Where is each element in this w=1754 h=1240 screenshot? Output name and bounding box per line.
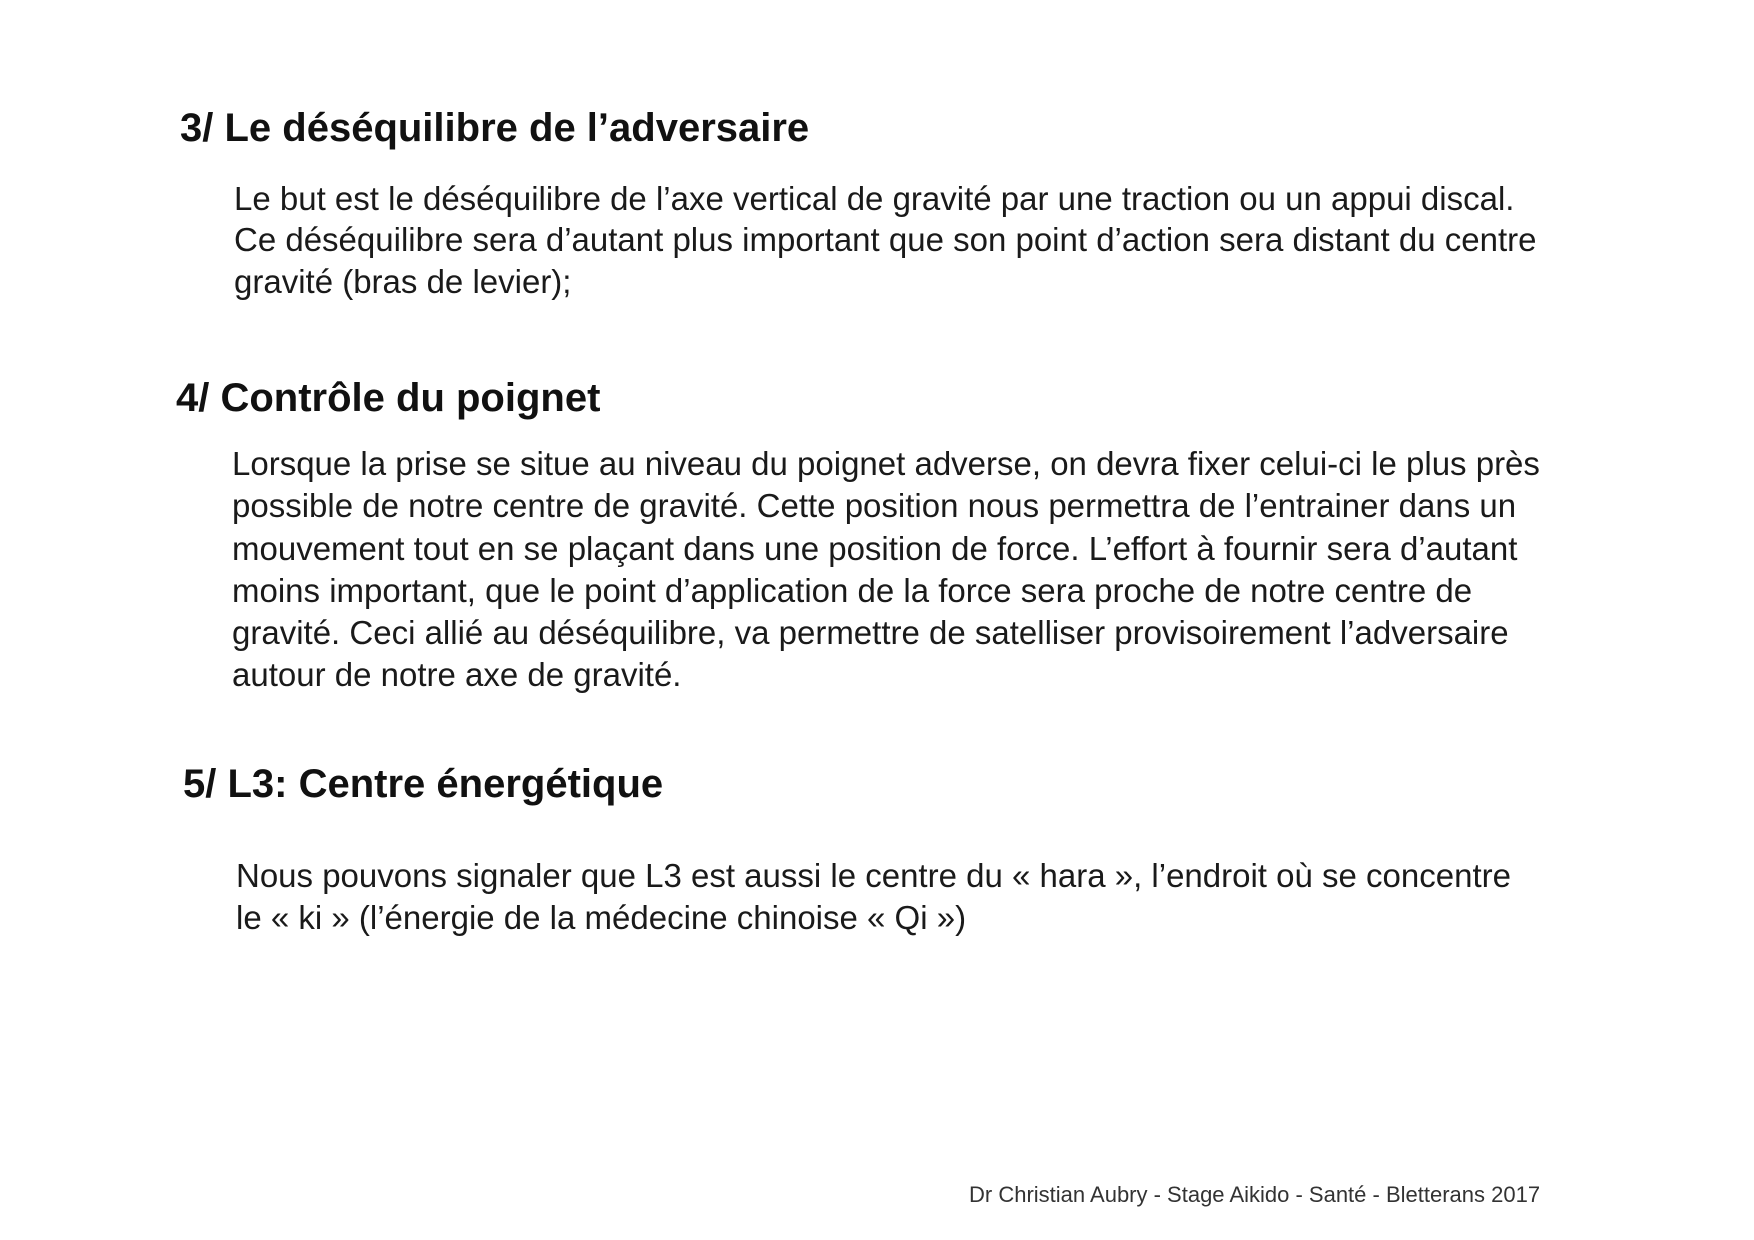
section-4-line-4: moins important, que le point d’application de la force sera proche de notre centre de (232, 572, 1473, 609)
section-5-heading: 5/ L3: Centre énergétique (183, 762, 664, 806)
section-4-line-3: mouvement tout en se plaçant dans une position de force. L’effort à fournir sera d’autant (232, 530, 1518, 567)
page-footer: Dr Christian Aubry - Stage Aikido - Santé - Bletterans 2017 (969, 1182, 1541, 1207)
section-4-heading: 4/ Contrôle du poignet (176, 376, 601, 420)
section-4-line-1: Lorsque la prise se situe au niveau du poignet adverse, on devra fixer celui-ci le plus près (232, 445, 1540, 482)
section-3-heading: 3/ Le déséquilibre de l’adversaire (180, 106, 810, 150)
section-3-line-2: Ce déséquilibre sera d’autant plus important que son point d’action sera distant du centre (234, 221, 1537, 258)
section-4-line-5: gravité. Ceci allié au déséquilibre, va permettre de satelliser provisoirement l’adversaire (232, 614, 1509, 651)
section-5-line-2: le « ki » (l’énergie de la médecine chinoise « Qi ») (236, 899, 967, 936)
section-5-line-1: Nous pouvons signaler que L3 est aussi le centre du « hara », l’endroit où se concentre (236, 857, 1511, 894)
section-3-line-3: gravité (bras de levier); (234, 263, 572, 300)
section-4-line-2: possible de notre centre de gravité. Cette position nous permettra de l’entrainer dans un (232, 487, 1517, 524)
section-4-line-6: autour de notre axe de gravité. (232, 656, 682, 693)
section-3-line-1: Le but est le déséquilibre de l’axe vertical de gravité par une traction ou un appui discal. (234, 180, 1515, 217)
